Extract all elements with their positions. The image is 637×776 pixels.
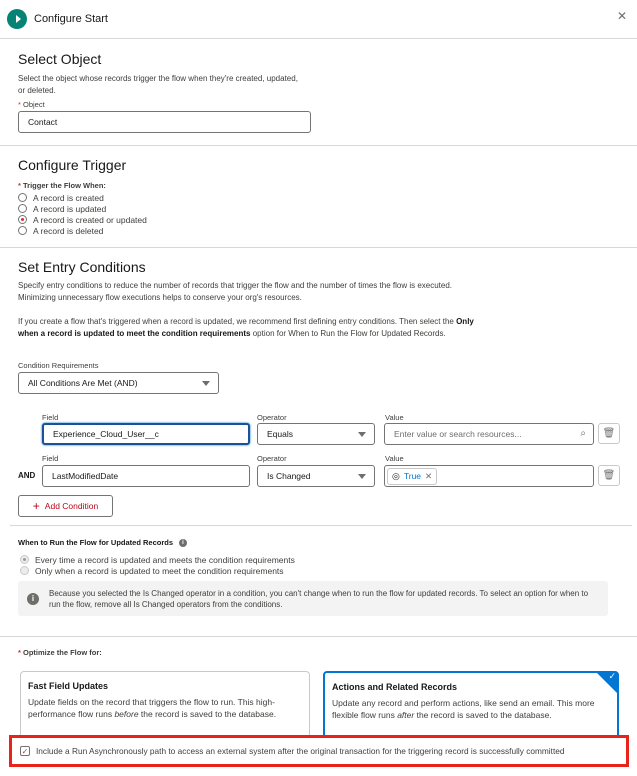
option-label: Every time a record is updated and meets the condition requirements [35,554,295,565]
modal-title: Configure Start [34,13,108,25]
object-label-text: Object [23,100,45,109]
operator-value: Is Changed [267,471,311,481]
desc-text: Update any record and perform actions, like send an email. This more flexible flow runs [332,698,595,720]
condition-requirements-select[interactable] [18,372,219,394]
condition-field-input[interactable] [42,423,250,445]
card-description [28,696,302,720]
async-label: Include a Run Asynchronously path to access an external system after the original transaction for the triggering record is successfully committed [36,746,565,756]
desc-text: Update fields on the record that triggers the flow to run. This high-performance flow runs [28,697,275,719]
field-value: LastModifiedDate [52,471,119,481]
info-text: Because you selected the Is Changed operator in a condition, you can't change when to run the flow for updated records. To select an option for when to run the flow, remove all Is Changed operators from the conditions. [49,588,589,609]
trigger-option-deleted[interactable] [18,225,147,236]
desc-text: the record is saved to the database. [138,709,277,719]
desc-text: the record is saved to the database. [414,710,552,720]
boolean-icon: ◎ [392,470,400,481]
trigger-option-created-or-updated[interactable] [18,214,147,225]
trigger-label-text: Trigger the Flow When: [23,181,106,190]
search-icon: ⌕ [580,428,586,439]
card-description [332,697,610,721]
card-fast-field-updates[interactable] [20,671,310,741]
run-option-only-when[interactable] [20,565,295,576]
option-label: A record is deleted [33,225,104,236]
run-option-every-time[interactable] [20,554,295,565]
condition-field-input[interactable] [42,465,250,487]
para-text: option for When to Run the Flow for Updated Records. [252,329,446,338]
optimize-label-text: Optimize the Flow for: [23,648,102,657]
chevron-down-icon [358,474,366,479]
info-icon: i [27,593,39,605]
card-title: Actions and Related Records [332,682,458,692]
remove-pill-icon[interactable]: ✕ [425,470,433,481]
field-label: Field [42,413,59,422]
card-actions-related-records[interactable] [323,671,619,741]
field-value: Experience_Cloud_User__c [53,429,159,439]
condition-operator-select[interactable] [257,423,375,445]
add-condition-label: Add Condition [44,501,99,511]
header-icon-play [7,9,27,29]
value-label: Value [385,454,404,463]
option-label: A record is updated [33,203,107,214]
condition-operator-select[interactable] [257,465,375,487]
operator-value: Equals [267,429,293,439]
condition-requirements-label: Condition Requirements [18,361,99,370]
operator-label: Operator [257,454,287,463]
radio-icon [18,204,27,213]
radio-icon [18,226,27,235]
object-value: Contact [28,117,58,127]
optimize-label: * Optimize the Flow for: [18,648,102,657]
info-icon[interactable]: i [179,539,187,547]
option-label: A record is created [33,192,104,203]
para-bold: Only when a record is updated to meet the condition requirements [18,317,474,338]
trigger-option-updated[interactable] [18,203,147,214]
close-icon[interactable]: ✕ [616,9,627,23]
value-label: Value [385,413,404,422]
info-box [18,581,608,616]
radio-icon [18,193,27,202]
para-text: If you create a flow that's triggered when a record is updated, we recommend first defining entry conditions. Then select the [18,317,454,326]
radio-icon [20,566,29,575]
trash-icon: 🗑 [602,470,616,481]
delete-condition-button[interactable] [598,423,620,444]
option-label: Only when a record is updated to meet the condition requirements [35,565,284,576]
plus-icon: + [32,499,40,513]
delete-condition-button[interactable] [598,465,620,486]
select-object-description: Select the object whose records trigger the flow when they're created, updated, or deleted. [18,74,298,95]
entry-conditions-recommendation [18,316,478,340]
value-pill[interactable] [387,468,437,485]
object-input[interactable] [18,111,311,133]
condition-value-input[interactable] [384,423,594,445]
desc-em: after [397,710,415,720]
radio-checked-icon [18,215,27,224]
entry-conditions-title: Set Entry Conditions [18,259,146,275]
check-icon: ✓ [608,671,616,681]
add-condition-button[interactable] [18,495,113,517]
play-icon [16,15,21,23]
when-to-run-title-text: When to Run the Flow for Updated Records [18,538,173,547]
when-to-run-radio-group [20,554,295,576]
trigger-label: * Trigger the Flow When: [18,181,106,190]
radio-checked-icon [20,555,29,564]
trigger-radio-group [18,192,147,236]
async-highlight-box [9,735,629,767]
field-label: Field [42,454,59,463]
desc-em: before [114,709,139,719]
trash-icon: 🗑 [602,428,616,439]
chevron-down-icon [202,381,210,386]
object-label: * Object [18,100,45,109]
condition-value-input[interactable] [384,465,594,487]
chevron-down-icon [358,432,366,437]
card-title: Fast Field Updates [28,681,109,691]
operator-label: Operator [257,413,287,422]
entry-conditions-description: Specify entry conditions to reduce the number of records that trigger the flow and the number of times the flow is executed. Minimizing unnecessary flow executions helps to conserve your org's resources. [18,281,453,302]
async-checkbox[interactable]: ✓ [21,746,29,756]
trigger-option-created[interactable] [18,192,147,203]
value-placeholder: Enter value or search resources... [394,429,522,439]
select-object-title: Select Object [18,51,102,67]
option-label: A record is created or updated [33,214,147,225]
configure-trigger-title: Configure Trigger [18,157,127,173]
when-to-run-title [18,538,187,547]
requirements-value: All Conditions Are Met (AND) [28,378,138,388]
pill-value: True [403,471,422,481]
logic-and-label: AND [18,471,36,480]
